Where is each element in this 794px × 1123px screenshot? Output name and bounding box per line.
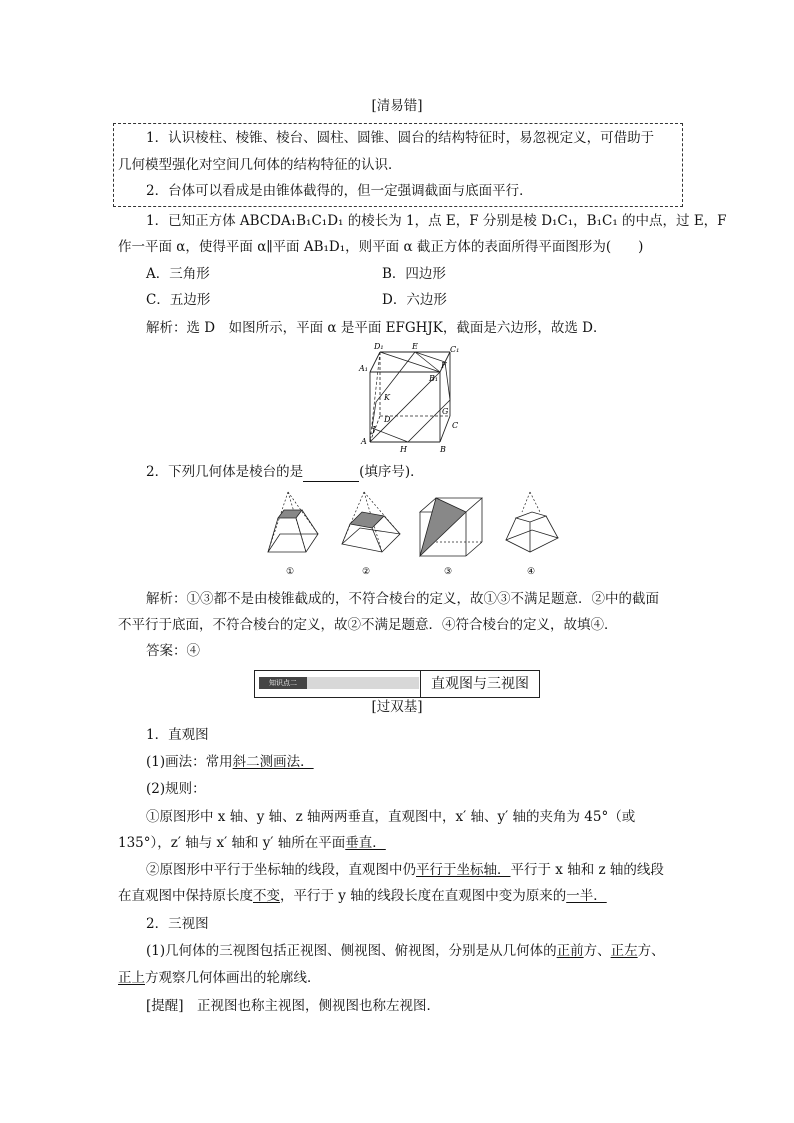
q2-figure-3-label: ③ xyxy=(444,567,453,577)
rule-2-line-2-prefix: 在直观图中保持原长度 xyxy=(118,888,253,904)
drawing-method xyxy=(146,752,314,772)
three-views-answer-top: 正上 xyxy=(118,970,145,986)
cube-label-C1: C₁ xyxy=(450,345,460,354)
section-2-header xyxy=(254,670,540,698)
header-tag: 知识点二 xyxy=(259,677,307,689)
drawing-method-prefix: (1)画法：常用 xyxy=(146,754,233,770)
cube-label-D1: D₁ xyxy=(374,342,384,351)
three-views-prefix: (1)几何体的三视图包括正视图、侧视图、俯视图，分别是从几何体的 xyxy=(146,943,557,959)
q2-figure-2 xyxy=(332,488,408,578)
rule-1-answer: 垂直． xyxy=(345,835,386,851)
cube-label-B1: B₁ xyxy=(429,374,439,383)
rule-1-line-2-prefix: 135°），z′ 轴与 x′ 轴和 y′ 轴所在平面 xyxy=(118,835,346,851)
q2-figure-1 xyxy=(258,488,330,578)
q2-figure-4-label: ④ xyxy=(527,567,536,577)
cube-label-C: C xyxy=(452,421,459,430)
q1-option-a: A．三角形 xyxy=(146,266,210,282)
cube-section-figure xyxy=(358,340,468,456)
cube-label-A1: A₁ xyxy=(359,364,368,373)
cube-label-E: E xyxy=(412,342,418,351)
header-title: 直观图与三视图 xyxy=(431,676,529,692)
q1-stem-line-2: 作一平面 α，使得平面 α∥平面 AB₁D₁，则平面 α 截正方体的表面所得平面图形为( ) xyxy=(118,239,644,255)
rule-2-line-1 xyxy=(146,860,664,880)
q2-stem-before: 2．下列几何体是棱台的是 xyxy=(146,464,304,480)
q2-answer: 答案：④ xyxy=(146,643,200,659)
q1-stem-line-1: 1．已知正方体 ABCDA₁B₁C₁D₁ 的棱长为 1，点 E，F 分别是棱 D₁C₁，B₁C₁ 的中点，过 E，F xyxy=(146,213,727,229)
cube-label-K: K xyxy=(384,393,390,402)
three-views-line-2-suffix: 方观察几何体画出的轮廓线． xyxy=(145,970,321,986)
q2-answer-blank xyxy=(303,467,359,482)
q2-stem-after: (填序号)． xyxy=(359,464,424,480)
rule-2-suffix: 平行于 x 轴和 z 轴的线段 xyxy=(510,862,664,878)
cube-label-B: B xyxy=(440,445,446,454)
rule-2-prefix: ②原图形中平行于坐标轴的线段，直观图中仍 xyxy=(146,862,416,878)
q2-figure-2-label: ② xyxy=(362,567,371,577)
three-views-line-2 xyxy=(118,968,321,988)
rule-2-answer-1: 平行于坐标轴． xyxy=(416,862,511,878)
q1-option-c: C．五边形 xyxy=(146,292,211,308)
heading-sanshitu: 2．三视图 xyxy=(146,916,209,932)
q1-analysis: 解析：选 D 如图所示，平面 α 是平面 EFGHJK，截面是六边形，故选 D． xyxy=(146,320,607,336)
q1-option-b: B．四边形 xyxy=(382,266,446,282)
section-subtitle-guoshuangji: [过双基] xyxy=(371,699,423,715)
tip-1-line-2: 几何模型强化对空间几何体的结构特征的认识． xyxy=(118,157,402,173)
q2-figure-4 xyxy=(500,488,570,578)
heading-zhiguantu: 1．直观图 xyxy=(146,727,209,743)
three-views-answer-left: 正左 xyxy=(610,943,638,959)
cube-label-H: H xyxy=(400,445,407,454)
rule-2-answer-2: 不变 xyxy=(253,888,280,904)
three-views-answer-front: 正前 xyxy=(556,943,584,959)
q2-figure-1-label: ① xyxy=(286,567,295,577)
section-title-qingyicuo: [清易错] xyxy=(371,98,423,114)
rule-2-line-2-mid: ，平行于 y 轴的线段长度在直观图中变为原来的 xyxy=(280,888,567,904)
cube-label-A: A xyxy=(361,437,367,446)
rules-heading: (2)规则： xyxy=(146,781,206,797)
three-views-suffix: 方、 xyxy=(637,943,665,959)
rule-1-line-2 xyxy=(118,833,386,853)
reminder: [提醒] 正视图也称主视图，侧视图也称左视图． xyxy=(146,998,441,1014)
cube-label-J: J xyxy=(372,425,376,434)
q2-analysis-line-1: 解析：①③都不是由棱锥截成的，不符合棱台的定义，故①③不满足题意．②中的截面 xyxy=(146,591,659,607)
header-tag-bar xyxy=(259,677,419,689)
tip-2: 2．台体可以看成是由锥体截得的，但一定强调截面与底面平行． xyxy=(146,183,533,199)
cube-label-F: F xyxy=(441,361,447,370)
rule-1-line-1: ①原图形中 x 轴、y 轴、z 轴两两垂直，直观图中，x′ 轴、y′ 轴的夹角为 45°（或 xyxy=(146,809,636,825)
three-views-line-1 xyxy=(146,941,665,961)
cube-label-D: D xyxy=(384,415,391,424)
q2-stem xyxy=(146,462,424,482)
drawing-method-answer: 斜二测画法． xyxy=(232,754,314,770)
q2-figure-3 xyxy=(410,488,494,578)
cube-label-G: G xyxy=(442,407,449,416)
rule-2-answer-3: 一半． xyxy=(566,888,607,904)
three-views-mid: 方、 xyxy=(583,943,611,959)
tip-1-line-1: 1．认识棱柱、棱锥、棱台、圆柱、圆锥、圆台的结构特征时，易忽视定义，可借助于 xyxy=(146,130,655,146)
q1-option-d: D．六边形 xyxy=(382,292,447,308)
q2-analysis-line-2: 不平行于底面，不符合棱台的定义，故②不满足题意．④符合棱台的定义，故填④． xyxy=(118,617,618,633)
rule-2-line-2 xyxy=(118,886,607,906)
